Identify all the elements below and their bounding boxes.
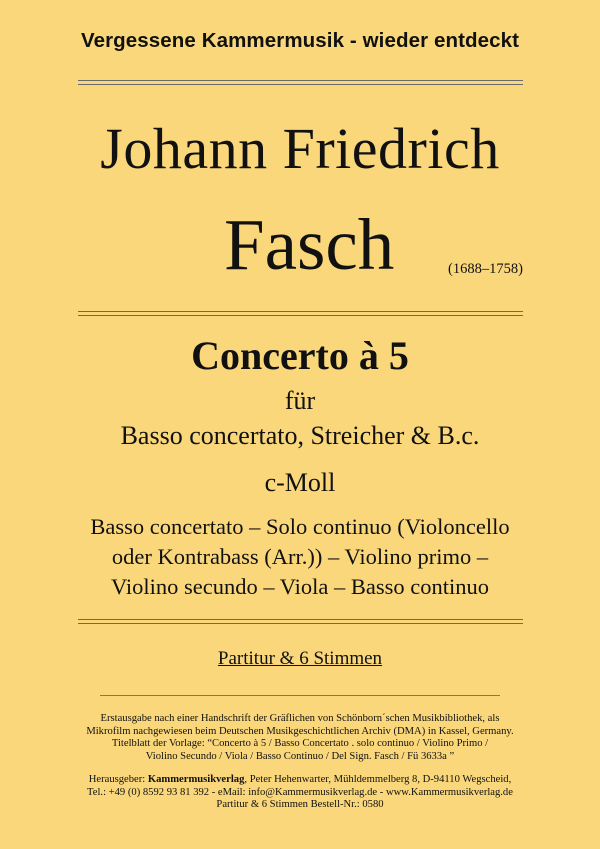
thin-rule: [100, 695, 500, 696]
double-rule-bottom: [78, 619, 523, 624]
source-note: [0, 713, 600, 763]
work-instrumentation: Basso concertato, Streicher & B.c.: [120, 421, 480, 450]
composer-first-name: Johann Friedrich: [100, 116, 500, 181]
publisher-name: Kammermusikverlag: [147, 774, 245, 785]
parts-line: oder Kontrabass (Arr.)) – Violino primo –: [111, 544, 489, 569]
parts-line: Violino secundo – Viola – Basso continuo: [110, 574, 490, 599]
composer-dates: (1688–1758): [448, 261, 523, 277]
source-line: Erstausgabe nach einer Handschrift der Gräflichen von Schönborn´schen Musikbibliothek, als: [100, 713, 500, 724]
edition-line: [0, 648, 600, 670]
publisher-line: [0, 774, 600, 787]
publisher-label: Herausgeber:: [88, 774, 148, 785]
publisher-block: [0, 774, 600, 812]
parts-list: [0, 512, 600, 602]
source-line: Mikrofilm nachgewiesen beim Deutschen Musikgeschichtlichen Archiv (DMA) in Kassel, Germany.: [86, 725, 514, 737]
work-key: c-Moll: [264, 468, 336, 497]
work-title: Concerto à 5: [191, 333, 409, 378]
source-line: Violino Secundo / Viola / Basso Continuo / Del Sign. Fasch / Fü 3633a ”: [145, 750, 455, 762]
parts-line: Basso concertato – Solo continuo (Violoncello: [90, 514, 510, 539]
double-rule-middle: [78, 311, 523, 316]
source-line: Titelblatt der Vorlage: “Concerto à 5 / Basso Concertato . solo continuo / Violino Primo /: [111, 738, 489, 750]
publisher-contact: Tel.: +49 (0) 8592 93 81 392 - eMail: info@Kammermusikverlag.de - www.Kammermusikverlag.de: [87, 786, 513, 798]
work-fuer: für: [284, 386, 316, 415]
publisher-address: , Peter Hehenwarter, Mühldemmelberg 8, D-94110 Wegscheid,: [244, 774, 512, 785]
double-rule-top: [78, 80, 523, 85]
publisher-order: Partitur & 6 Stimmen Bestell-Nr.: 0580: [216, 799, 384, 811]
series-title: Vergessene Kammermusik - wieder entdeckt: [80, 29, 520, 52]
composer-last-name: Fasch: [224, 204, 395, 285]
edition-text: Partitur & 6 Stimmen: [217, 648, 383, 669]
